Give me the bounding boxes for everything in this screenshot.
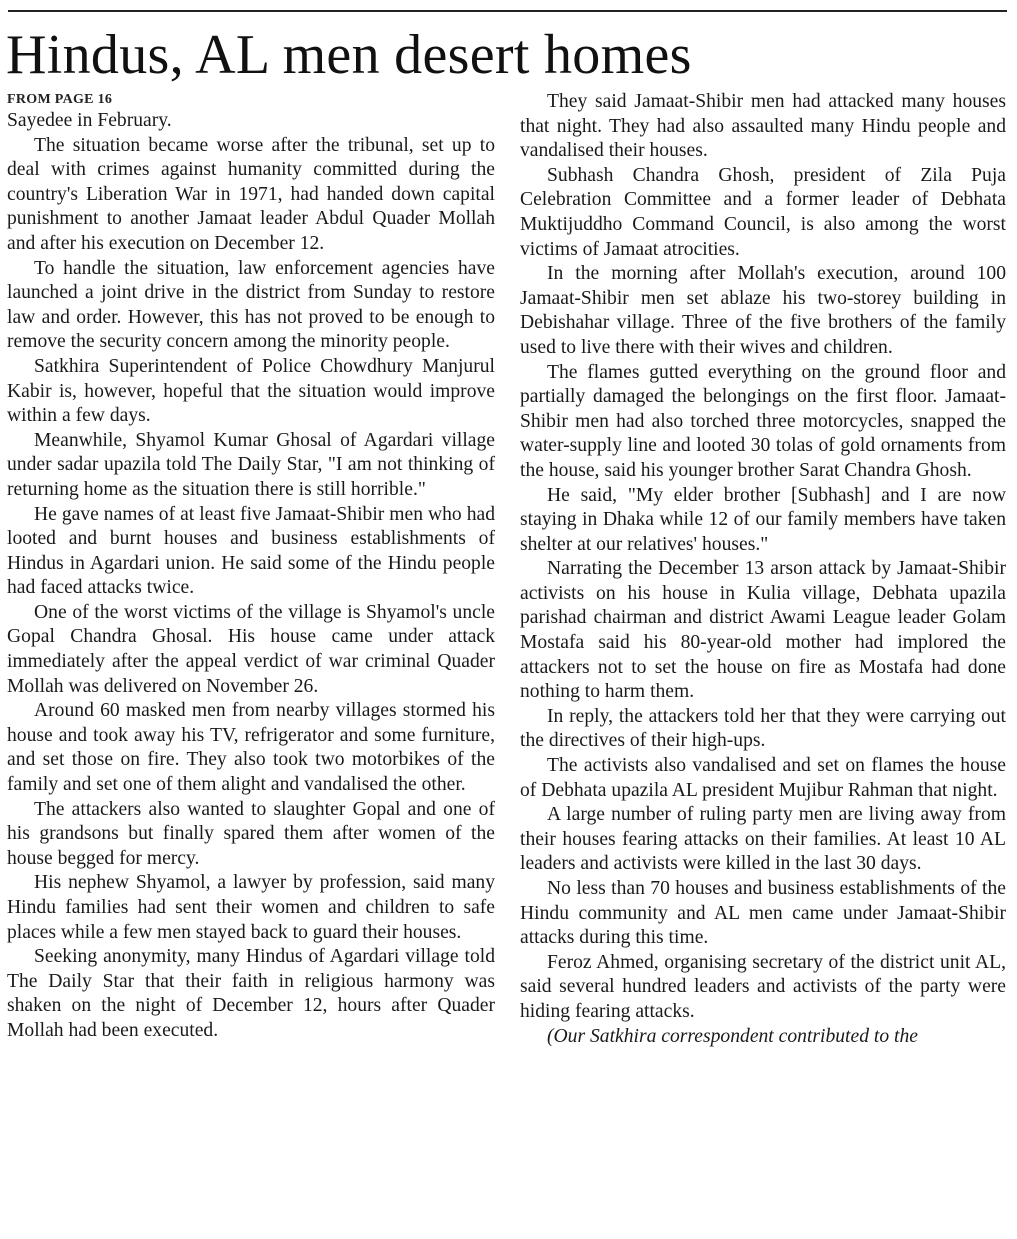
paragraph: The flames gutted everything on the ground floor and partially damaged the belongings on the first floor. Jamaat-Shibir men had also torched three motorcycles, snapped the water-supply line and looted 30 tolas of gold ornaments from the house, said his younger brother Sarat Chandra Ghosh. bbox=[520, 361, 1006, 481]
paragraph: The situation became worse after the tribunal, set up to deal with crimes against humanity committed during the country's Liberation War in 1971, had handed down capital punishment to another Jamaat leader Abdul Quader Mollah and after his execution on December 12. bbox=[7, 134, 495, 254]
paragraph: He gave names of at least five Jamaat-Shibir men who had looted and burnt houses and business establishments of Hindus in Agardari union. He said some of the Hindu people had faced attacks twice. bbox=[7, 503, 495, 599]
paragraph: Feroz Ahmed, organising secretary of the district unit AL, said several hundred leaders and activists of the party were hiding fearing attacks. bbox=[520, 951, 1006, 1022]
paragraph: The attackers also wanted to slaughter Gopal and one of his grandsons but finally spared them after women of the house begged for mercy. bbox=[7, 798, 495, 869]
paragraph: No less than 70 houses and business establishments of the Hindu community and AL men came under Jamaat-Shibir attacks during this time. bbox=[520, 878, 1006, 949]
headline: Hindus, AL men desert homes bbox=[6, 24, 692, 86]
kicker: FROM PAGE 16 bbox=[7, 92, 113, 107]
paragraph: Narrating the December 13 arson attack by Jamaat-Shibir activists on his house in Kulia village, Debhata upazila parishad chairman and district Awami League leader Golam Mostafa said his 80-year-old mother had implored the attackers not to set the house on fire as Mostafa had done nothing to harm them. bbox=[520, 558, 1006, 703]
paragraph: The activists also vandalised and set on flames the house of Debhata upazila AL president Mujibur Rahman that night. bbox=[520, 755, 1006, 801]
top-rule bbox=[8, 10, 1007, 12]
paragraph: Subhash Chandra Ghosh, president of Zila Puja Celebration Committee and a former leader of Debhata Muktijuddho Command Council, is also among the worst victims of Jamaat atrocities. bbox=[520, 164, 1006, 260]
right-column bbox=[520, 90, 1006, 1049]
paragraph: Satkhira Superintendent of Police Chowdhury Manjurul Kabir is, however, hopeful that the situation would improve within a few days. bbox=[7, 355, 495, 427]
paragraph: In the morning after Mollah's execution, around 100 Jamaat-Shibir men set ablaze his two-storey building in Debishahar village. Three of the five brothers of the family used to live there with their wives and children. bbox=[520, 263, 1006, 358]
paragraph: A large number of ruling party men are living away from their houses fearing attacks on their families. At least 10 AL leaders and activists were killed in the last 30 days. bbox=[520, 804, 1006, 875]
paragraph: In reply, the attackers told her that they were carrying out the directives of their high-ups. bbox=[520, 705, 1006, 752]
paragraph: One of the worst victims of the village is Shyamol's uncle Gopal Chandra Ghosal. His house came under attack immediately after the appeal verdict of war criminal Quader Mollah was delivered on November 26. bbox=[7, 601, 495, 697]
credit-line: (Our Satkhira correspondent contributed to the bbox=[547, 1025, 918, 1047]
paragraph: Around 60 masked men from nearby villages stormed his house and took away his TV, refrigerator and some furniture, and set those on fire. They also took two motorbikes of the family and set one of them alight and vandalised the other. bbox=[7, 700, 495, 796]
paragraph: Sayedee in February. bbox=[7, 110, 172, 131]
paragraph: He said, "My elder brother [Subhash] and I are now staying in Dhaka while 12 of our family members have taken shelter at our relatives' houses." bbox=[520, 484, 1006, 555]
left-column bbox=[7, 90, 495, 1044]
paragraph: Seeking anonymity, many Hindus of Agardari village told The Daily Star that their faith in religious harmony was shaken on the night of December 12, hours after Quader Mollah had been executed. bbox=[7, 946, 495, 1041]
paragraph: To handle the situation, law enforcement agencies have launched a joint drive in the district from Sunday to restore law and order. However, this has not proved to be enough to remove the security concern among the minority people. bbox=[7, 257, 495, 353]
paragraph: Meanwhile, Shyamol Kumar Ghosal of Agardari village under sadar upazila told The Daily Star, "I am not thinking of returning home as the situation there is still horrible." bbox=[7, 429, 495, 500]
paragraph: They said Jamaat-Shibir men had attacked many houses that night. They had also assaulted many Hindu people and vandalised their houses. bbox=[520, 91, 1006, 162]
paragraph: His nephew Shyamol, a lawyer by profession, said many Hindu families had sent their women and children to safe places while a few men stayed back to guard their houses. bbox=[7, 872, 495, 943]
